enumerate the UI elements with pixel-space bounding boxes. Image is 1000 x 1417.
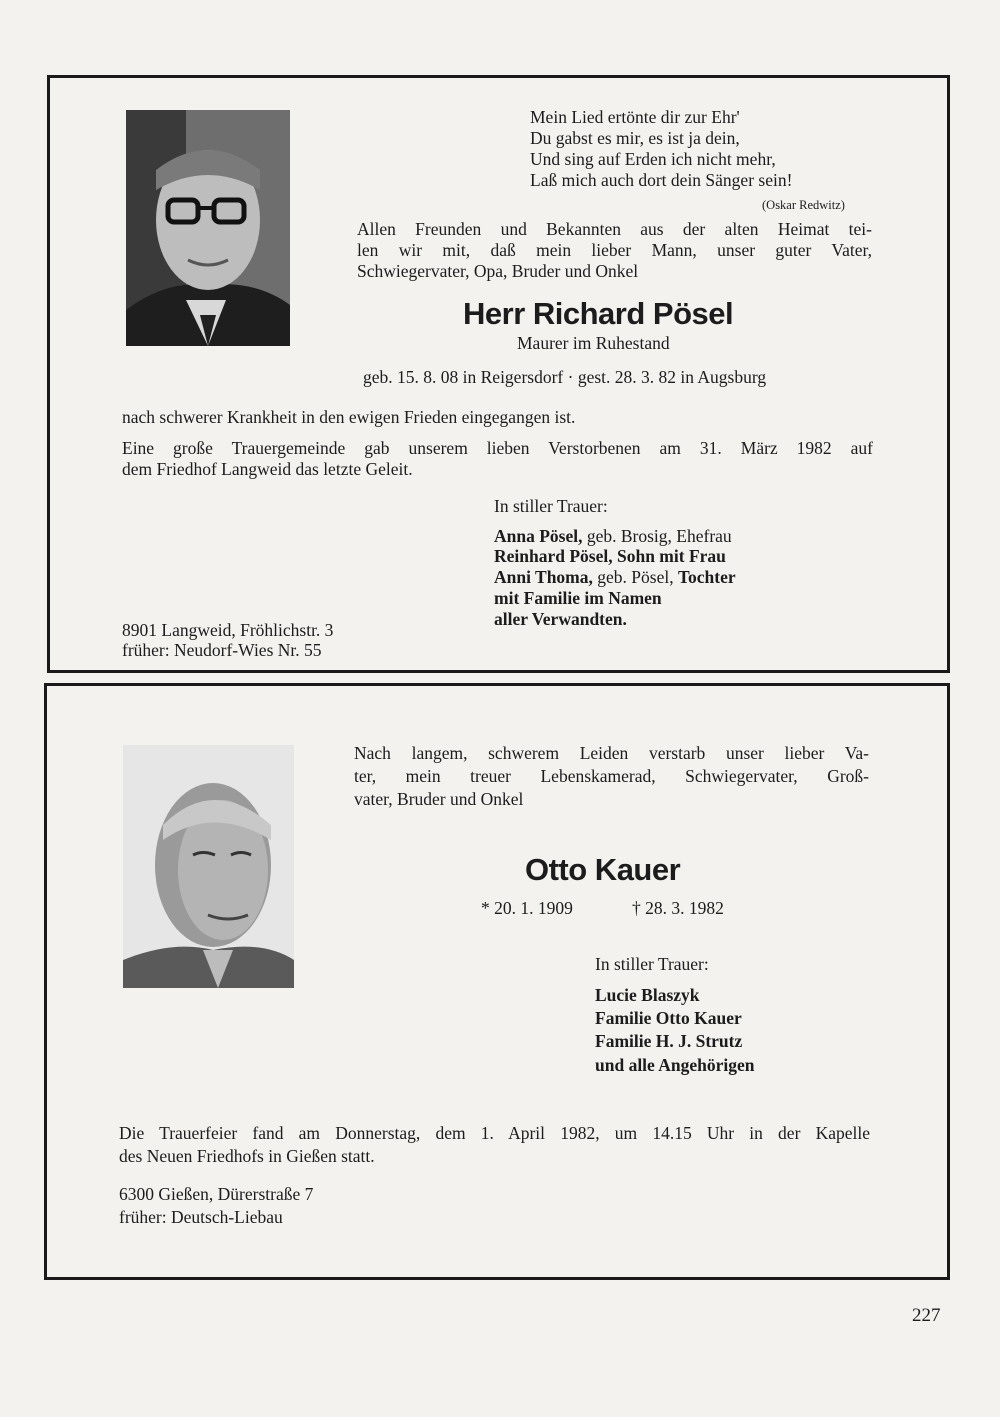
deceased-name: Otto Kauer bbox=[525, 852, 681, 887]
mourner-line-4: und alle Angehörigen bbox=[595, 1055, 755, 1075]
former-address: früher: Deutsch-Liebau bbox=[119, 1207, 283, 1227]
intro-line-1: Nach langem, schwerem Leiden verstarb unser lieber Va- bbox=[354, 743, 869, 763]
mourner-line-3: Familie H. J. Strutz bbox=[595, 1031, 743, 1051]
mourner-detail: geb. Pösel, bbox=[592, 567, 678, 587]
page-number: 227 bbox=[912, 1305, 941, 1326]
occupation: Maurer im Ruhestand bbox=[517, 333, 670, 353]
mourner-relation: Tochter bbox=[677, 567, 736, 587]
life-dates: geb. 15. 8. 08 in Reigersdorf · gest. 28. 3. 82 in Augsburg bbox=[363, 367, 767, 387]
poem-line-4: Laß mich auch dort dein Sänger sein! bbox=[530, 170, 793, 190]
address: 6300 Gießen, Dürerstraße 7 bbox=[119, 1184, 314, 1204]
poem-line-3: Und sing auf Erden ich nicht mehr, bbox=[530, 149, 776, 169]
mourning-heading: In stiller Trauer: bbox=[494, 496, 608, 516]
mourner-line-2: Familie Otto Kauer bbox=[595, 1008, 742, 1028]
mourner-line-1: Lucie Blaszyk bbox=[595, 985, 700, 1005]
funeral-line-2: dem Friedhof Langweid das letzte Geleit. bbox=[122, 459, 413, 479]
mourner-line-3 bbox=[494, 567, 736, 588]
portrait-photo-richard-poesel bbox=[126, 110, 290, 346]
deceased-name: Herr Richard Pösel bbox=[463, 296, 734, 331]
mourner-name: Anna Pösel, bbox=[494, 526, 583, 546]
mourner-name: Anni Thoma, bbox=[494, 567, 593, 587]
intro-line-2: ter, mein treuer Lebenskamerad, Schwiegervater, Groß- bbox=[354, 766, 869, 786]
address: 8901 Langweid, Fröhlichstr. 3 bbox=[122, 620, 334, 640]
mourner-line-4: mit Familie im Namen bbox=[494, 588, 662, 608]
passed-away-text: nach schwerer Krankheit in den ewigen Frieden eingegangen ist. bbox=[122, 407, 576, 427]
poem-line-1: Mein Lied ertönte dir zur Ehr' bbox=[530, 107, 740, 127]
mourner-line-5: aller Verwandten. bbox=[494, 609, 627, 629]
intro-line-3: Schwiegervater, Opa, Bruder und Onkel bbox=[357, 261, 639, 281]
intro-line-1: Allen Freunden und Bekannten aus der alten Heimat tei- bbox=[357, 219, 872, 239]
intro-line-3: vater, Bruder und Onkel bbox=[354, 789, 524, 809]
poem-line-2: Du gabst es mir, es ist ja dein, bbox=[530, 128, 740, 148]
funeral-line-1: Eine große Trauergemeinde gab unserem lieben Verstorbenen am 31. März 1982 auf bbox=[122, 438, 873, 458]
intro-line-2: len wir mit, daß mein lieber Mann, unser guter Vater, bbox=[357, 240, 872, 260]
mourner-line-1 bbox=[494, 526, 732, 547]
poem-author: (Oskar Redwitz) bbox=[762, 198, 845, 212]
former-address: früher: Neudorf-Wies Nr. 55 bbox=[122, 640, 322, 660]
portrait-photo-otto-kauer bbox=[123, 745, 294, 988]
mourner-line-2: Reinhard Pösel, Sohn mit Frau bbox=[494, 546, 726, 566]
funeral-line-2: des Neuen Friedhofs in Gießen statt. bbox=[119, 1146, 375, 1166]
mourner-detail: geb. Brosig, Ehefrau bbox=[582, 526, 732, 546]
birth-date: * 20. 1. 1909 bbox=[481, 898, 573, 918]
mourning-heading: In stiller Trauer: bbox=[595, 954, 709, 974]
funeral-line-1: Die Trauerfeier fand am Donnerstag, dem 1. April 1982, um 14.15 Uhr in der Kapelle bbox=[119, 1123, 870, 1143]
death-date: † 28. 3. 1982 bbox=[632, 898, 724, 918]
